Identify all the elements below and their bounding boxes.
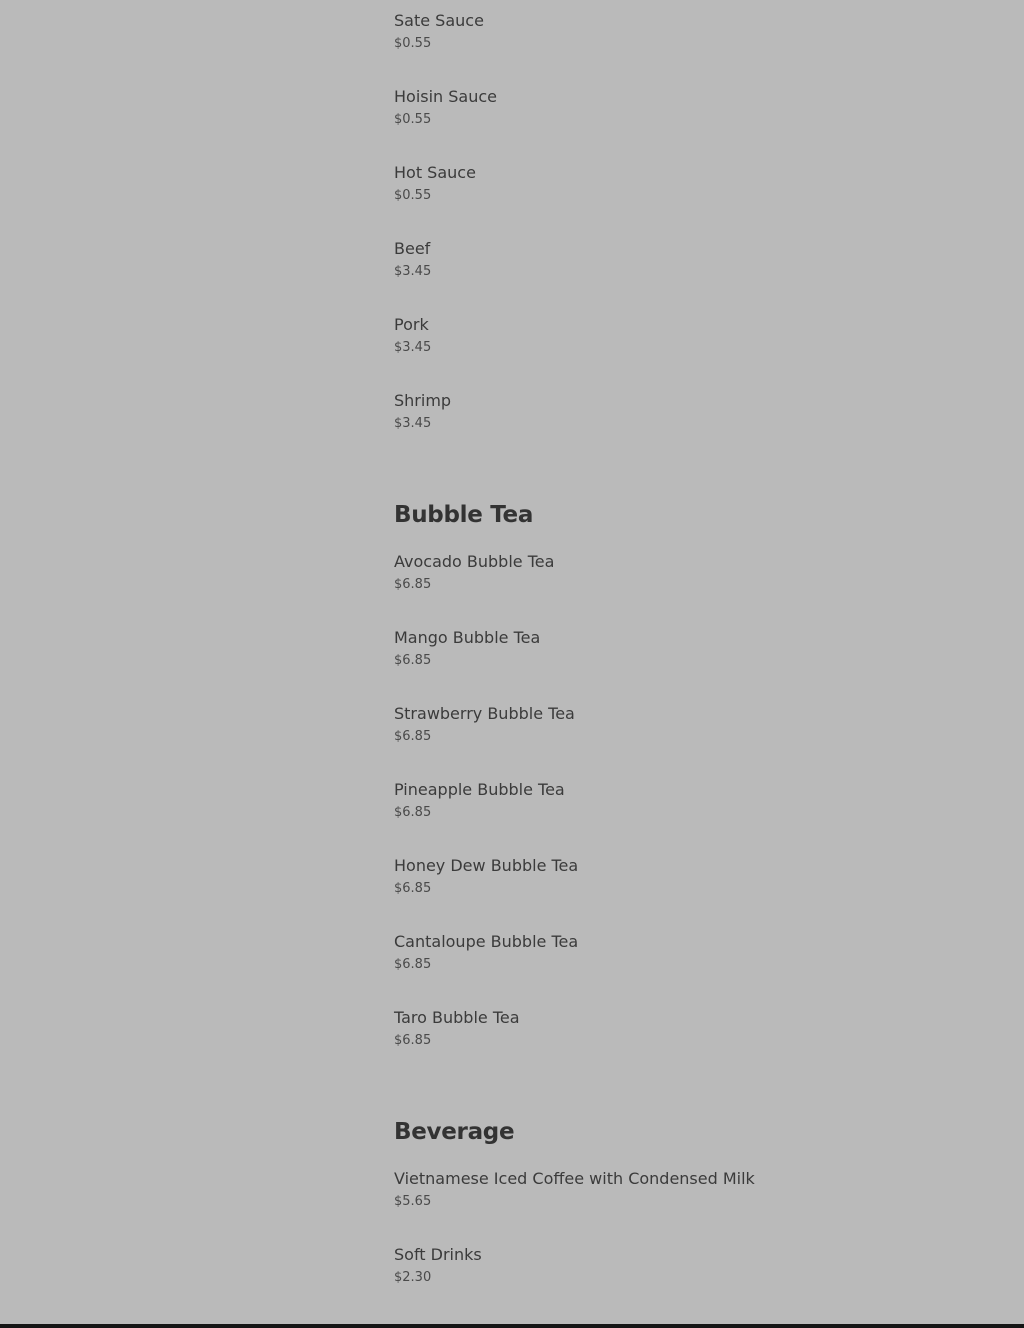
menu-item[interactable] xyxy=(394,1234,994,1310)
item-name: Pineapple Bubble Tea xyxy=(394,780,565,799)
item-price: $6.85 xyxy=(394,881,432,896)
bottom-bar xyxy=(0,1324,1024,1328)
menu-item[interactable] xyxy=(394,769,994,845)
item-price: $6.85 xyxy=(394,653,432,668)
item-price: $6.85 xyxy=(394,1033,432,1048)
item-name: Honey Dew Bubble Tea xyxy=(394,856,579,875)
item-name: Soft Drinks xyxy=(394,1245,482,1264)
menu-item[interactable] xyxy=(394,617,994,693)
item-price: $3.45 xyxy=(394,264,432,279)
menu-item[interactable] xyxy=(394,845,994,921)
menu-item[interactable] xyxy=(394,380,994,456)
item-price: $6.85 xyxy=(394,957,432,972)
item-name: Mango Bubble Tea xyxy=(394,628,541,647)
menu-item[interactable] xyxy=(394,228,994,304)
menu-item[interactable] xyxy=(394,693,994,769)
menu-item[interactable] xyxy=(394,0,994,76)
item-name: Pork xyxy=(394,315,429,334)
item-price: $0.55 xyxy=(394,112,432,127)
item-name: Hot Sauce xyxy=(394,163,476,182)
item-name: Cantaloupe Bubble Tea xyxy=(394,932,579,951)
item-price: $3.45 xyxy=(394,416,432,431)
item-name: Hoisin Sauce xyxy=(394,87,498,106)
item-name: Beef xyxy=(394,239,431,258)
item-price: $0.55 xyxy=(394,36,432,51)
item-name: Avocado Bubble Tea xyxy=(394,552,555,571)
menu-item[interactable] xyxy=(394,541,994,617)
section-header-beverage xyxy=(394,1118,994,1158)
section-title: Bubble Tea xyxy=(394,502,534,528)
item-price: $2.30 xyxy=(394,1270,432,1285)
section-title: Beverage xyxy=(394,1119,515,1145)
item-price: $0.55 xyxy=(394,188,432,203)
menu-item[interactable] xyxy=(394,304,994,380)
item-price: $5.65 xyxy=(394,1194,432,1209)
item-price: $3.45 xyxy=(394,340,432,355)
item-name: Vietnamese Iced Coffee with Condensed Milk xyxy=(394,1169,755,1188)
section-header-bubble-tea xyxy=(394,501,994,541)
item-name: Shrimp xyxy=(394,391,452,410)
item-name: Taro Bubble Tea xyxy=(394,1008,520,1027)
item-name: Sate Sauce xyxy=(394,11,484,30)
item-price: $6.85 xyxy=(394,805,432,820)
item-name: Strawberry Bubble Tea xyxy=(394,704,575,723)
item-price: $6.85 xyxy=(394,577,432,592)
item-price: $6.85 xyxy=(394,729,432,744)
menu-item[interactable] xyxy=(394,152,994,228)
menu-item[interactable] xyxy=(394,921,994,997)
menu-item[interactable] xyxy=(394,997,994,1073)
menu-item[interactable] xyxy=(394,1158,994,1234)
menu-item[interactable] xyxy=(394,76,994,152)
menu-list xyxy=(394,0,994,1310)
